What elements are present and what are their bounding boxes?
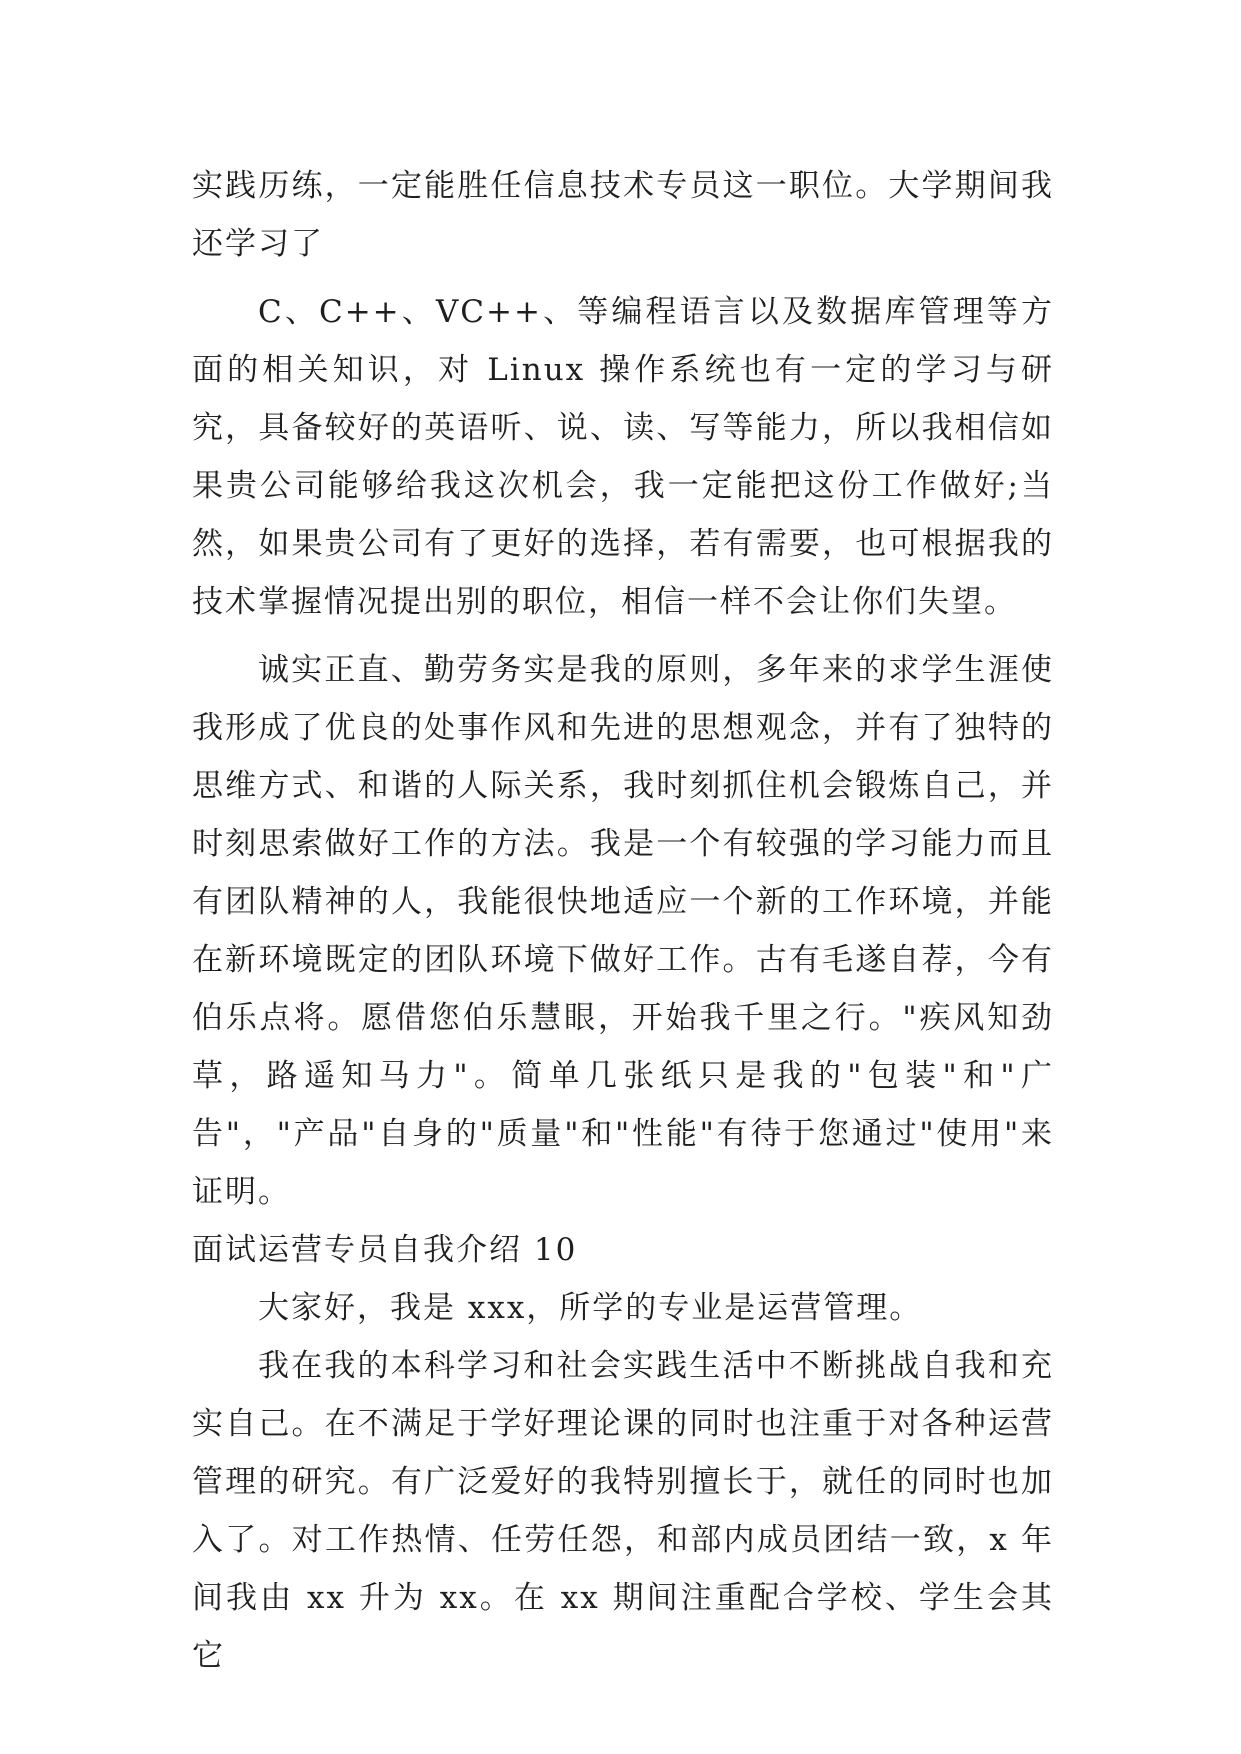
section-heading: 面试运营专员自我介绍 10 bbox=[192, 1232, 578, 1268]
body-text bbox=[192, 157, 1054, 1685]
paragraph-experience: 我在我的本科学习和社会实践生活中不断挑战自我和充实自己。在不满足于学好理论课的同时也注重于对各种运营管理的研究。有广泛爱好的我特别擅长于，就任的同时也加入了。对工作热情、任劳任怨，和部内成员团结一致，x 年间我由 xx 升为 xx。在 xx 期间注重配合学校、学生会其它 bbox=[192, 1348, 1054, 1674]
paragraph-continuation: 实践历练，一定能胜任信息技术专员这一职位。大学期间我还学习了 bbox=[192, 168, 1054, 262]
paragraph-greeting: 大家好，我是 xxx，所学的专业是运营管理。 bbox=[258, 1290, 923, 1326]
paragraph-skills: C、C++、VC++、等编程语言以及数据库管理等方面的相关知识，对 Linux 操作系统也有一定的学习与研究，具备较好的英语听、说、读、写等能力，所以我相信如果贵公司能够给我这次机会，我一定能把这份工作做好;当然，如果贵公司有了更好的选择，若有需要，也可根据我的技术掌握情况提出别的职位，相信一样不会让你们失望。 bbox=[192, 294, 1054, 620]
paragraph-character: 诚实正直、勤劳务实是我的原则，多年来的求学生涯使我形成了优良的处事作风和先进的思想观念，并有了独特的思维方式、和谐的人际关系，我时刻抓住机会锻炼自己，并时刻思索做好工作的方法。我是一个有较强的学习能力而且有团队精神的人，我能很快地适应一个新的工作环境，并能在新环境既定的团队环境下做好工作。古有毛遂自荐，今有伯乐点将。愿借您伯乐慧眼，开始我千里之行。"疾风知劲草，路遥知马力"。简单几张纸只是我的"包装"和"广告"，"产品"自身的"质量"和"性能"有待于您通过"使用"来证明。 bbox=[192, 652, 1054, 1210]
